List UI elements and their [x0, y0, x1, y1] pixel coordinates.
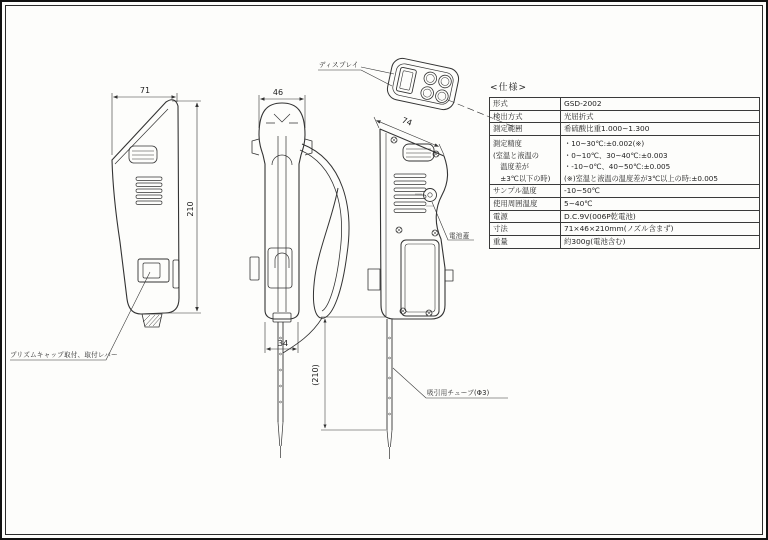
dim-tube-length	[321, 317, 386, 430]
spec-key: 使用周囲温度	[490, 198, 561, 211]
dim-label-34: 34	[277, 339, 289, 348]
spec-key: 寸法	[490, 223, 561, 236]
spec-key	[490, 136, 561, 185]
spec-value: 光屈折式	[561, 110, 760, 123]
spec-key-line: (室温と液温の	[493, 150, 539, 160]
keypad-buttons	[420, 71, 453, 104]
spec-value: 5~40℃	[561, 198, 760, 211]
spec-key: 形式	[490, 98, 561, 111]
top-detail-view	[385, 56, 460, 111]
spec-key: 検出方式	[490, 110, 561, 123]
display-callout-label: ディスプレイ	[319, 61, 359, 69]
spec-row-weight	[490, 236, 760, 249]
back-view-ridge-button	[403, 144, 434, 161]
spec-row-sample-temp	[490, 185, 760, 198]
spec-value-line: ・0~10℃、30~40℃:±0.003	[564, 150, 668, 160]
spec-row-model	[490, 98, 760, 111]
spec-key-line: 測定精度	[493, 139, 522, 149]
spec-row-ambient-temp	[490, 198, 760, 211]
dim-label-210: 210	[186, 201, 195, 217]
spec-key: 電源	[490, 210, 561, 223]
side-view-nozzle-hatch	[142, 314, 162, 327]
spec-key: 重量	[490, 236, 561, 249]
hand-strap	[283, 144, 349, 353]
spec-row-power	[490, 210, 760, 223]
front-view-lever-housing	[268, 248, 292, 288]
back-view-vent-slots	[394, 174, 426, 213]
spec-key-line: ±3℃以下の時)	[493, 173, 551, 183]
spec-row-detection	[490, 110, 760, 123]
spec-title: <仕様>	[490, 83, 528, 93]
spec-value-line: ・10~30℃:±0.002(※)	[564, 139, 645, 149]
battery-callout-label: 電池蓋	[449, 232, 470, 240]
side-view	[112, 100, 179, 327]
battery-cover	[401, 240, 439, 316]
spec-table	[489, 97, 760, 249]
back-view	[368, 129, 453, 459]
spec-value: GSD-2002	[561, 98, 760, 111]
spec-key-line: 温度差が	[493, 162, 529, 172]
spec-key: サンプル温度	[490, 185, 561, 198]
front-view-center-channel	[272, 136, 292, 312]
prism-callout-label: プリズムキャップ取付、取付レバー	[10, 351, 118, 359]
dim-label-71: 71	[139, 86, 151, 95]
display-window	[396, 67, 417, 94]
spec-row-size	[490, 223, 760, 236]
back-suction-tube	[387, 319, 392, 459]
back-view-left-tab	[368, 269, 380, 290]
tube-callout-label: 吸引用チューブ(Φ3)	[427, 389, 490, 397]
spec-value: 約300g(電池含む)	[561, 236, 760, 249]
prism-callout-leader	[10, 272, 150, 360]
front-view-top-details	[266, 114, 298, 123]
display-callout-leader	[318, 67, 394, 86]
side-view-vent-slots	[136, 177, 162, 204]
dim-front-width	[259, 95, 305, 128]
front-view	[250, 103, 349, 458]
dim-side-height	[162, 101, 201, 313]
spec-value: 71×46×210mm(ノズル含まず)	[561, 223, 760, 236]
dim-label-46: 46	[272, 88, 284, 97]
dim-label-74: 74	[400, 115, 414, 128]
front-view-side-box	[250, 257, 259, 280]
back-view-right-tab	[445, 270, 453, 281]
back-view-body-outline	[380, 129, 448, 319]
spec-value: 希硫酸比重1.000~1.300	[561, 123, 760, 136]
spec-value: -10~50℃	[561, 185, 760, 198]
spec-row-accuracy	[490, 136, 760, 185]
front-view-lever-arch	[275, 253, 289, 268]
dim-label-210-ref: (210)	[311, 364, 320, 386]
side-view-display-slant-line	[115, 109, 168, 164]
front-view-body-outline	[259, 103, 305, 319]
spec-value	[561, 136, 760, 185]
front-view-nozzle-hub	[273, 313, 291, 322]
side-view-ridge-button	[129, 146, 157, 163]
spec-value-line: (※)室温と液温の温度差が3℃以上の時:±0.005	[564, 173, 718, 183]
spec-value: D.C.9V(006P乾電池)	[561, 210, 760, 223]
spec-row-range	[490, 123, 760, 136]
back-view-screws	[391, 137, 439, 316]
spec-value-line: ・-10~0℃、40~50℃:±0.005	[564, 162, 671, 172]
spec-key: 測定範囲	[490, 123, 561, 136]
spec-panel	[489, 80, 760, 249]
